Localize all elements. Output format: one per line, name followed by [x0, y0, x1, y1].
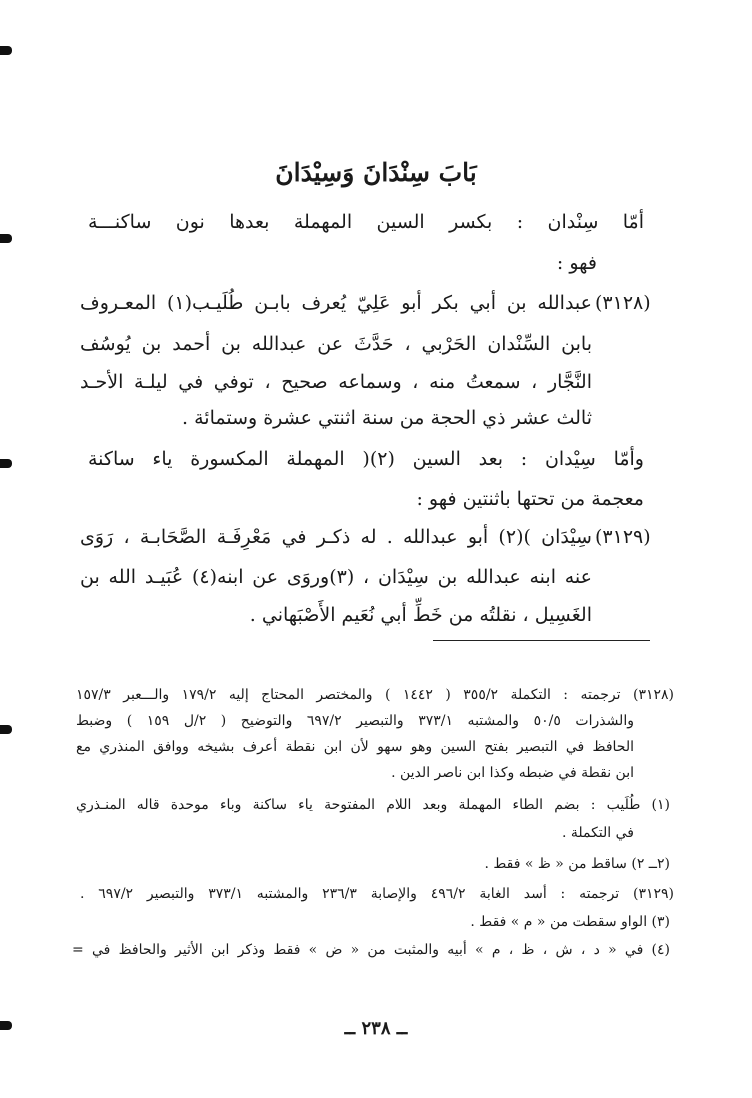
footnote-line: (٣١٢٨) ترجمته : التكملة ٣٥٥/٢ ( ١٤٤٢ ) والمختصر المحتاج إليه ١٧٩/٢ والـــعبر ١٥٧/٣: [76, 687, 674, 703]
footnote-line: (١) طُلَيب : بضم الطاء المهملة وبعد اللام المفتوحة ياء ساكنة وباء موحدة قاله المنـذري: [76, 797, 670, 813]
entry-number: (٣١٢٨): [595, 292, 651, 314]
footnote-line: الحافظ في التبصير بفتح السين وهو سهو لأن ابن نقطة أعرف بشيخه ووافق المنذري مع: [76, 739, 634, 755]
intro-text: فهو :: [556, 252, 597, 274]
footnote-line: (٣١٢٩) ترجمته : أسد الغابة ٤٩٦/٢ والإصابة ٢٣٦/٣ والمشتبه ٣٧٣/١ والتبصير ٦٩٧/٢ .: [80, 886, 675, 902]
footnote-line: في التكملة .: [561, 825, 634, 841]
entry-text: عنه ابنه عبدالله بن سِيْدَان ، (٣)وروَى عن ابنه(٤) عُبَيـد الله بن: [80, 566, 592, 588]
chapter-title: بَابَ سِنْدَانَ وَسِيْدَانَ: [275, 158, 477, 187]
entry-number: (٣١٢٩): [595, 526, 651, 548]
footnote-line: (٤) في « د ، ش ، ظ ، م » أبيه والمثبت من « ض » فقط وذكر ابن الأثير والحافظ في =: [72, 942, 670, 958]
footnote-line: (٣) الواو سقطت من « م » فقط .: [470, 914, 670, 930]
footnote-line: ابن نقطة في ضبطه وكذا ابن ناصر الدين .: [391, 765, 634, 781]
scan-edge-mark: [0, 725, 12, 734]
scan-edge-mark: [0, 234, 12, 243]
entry-text: ثالث عشر ذي الحجة من سنة اثنتي عشرة وستمائة .: [182, 407, 592, 429]
scan-edge-mark: [0, 459, 12, 468]
scan-edge-mark: [0, 46, 12, 55]
footnote-line: والشذرات ٥٠/٥ والمشتبه ٣٧٣/١ والتبصير ٦٩٧/٢ والتوضيح ( ٢/ل ١٥٩ ) وضبط: [76, 713, 634, 729]
intro-text: معجمة من تحتها باثنتين فهو :: [416, 488, 644, 510]
entry-text: الغَسِيل ، نقلتُه من خَطِّ أبي نُعَيم الأَصْبَهاني .: [249, 604, 592, 626]
intro-text: وأمّا سِيْدان : بعد السين (٢)( المهملة المكسورة ياء ساكنة: [88, 448, 644, 470]
entry-text: سِيْدَان )(٢) أبو عبدالله . له ذكـر في مَعْرِفَـة الصَّحَابـة ، رَوَى: [80, 526, 592, 548]
footnote-separator: [433, 640, 650, 641]
entry-text: النَّجَّار ، سمعتُ منه ، وسماعه صحيح ، توفي في ليلـة الأحـد: [80, 371, 592, 393]
page-number: ــ ٢٣٨ ــ: [344, 1018, 408, 1039]
intro-text: أمّا سِنْدان : بكسر السين المهملة بعدها نون ساكنـــة: [88, 211, 644, 233]
footnote-line: (٢ــ ٢) ساقط من « ظ » فقط .: [484, 856, 670, 872]
entry-text: عبدالله بن أبي بكر أبو عَلِيّ يُعرف بابـن طُلَيـب(١) المعـروف: [80, 292, 593, 314]
entry-text: بابن السِّنْدان الحَرْبي ، حَدَّثَ عن عبدالله بن أحمد بن يُوسُف: [80, 333, 592, 355]
